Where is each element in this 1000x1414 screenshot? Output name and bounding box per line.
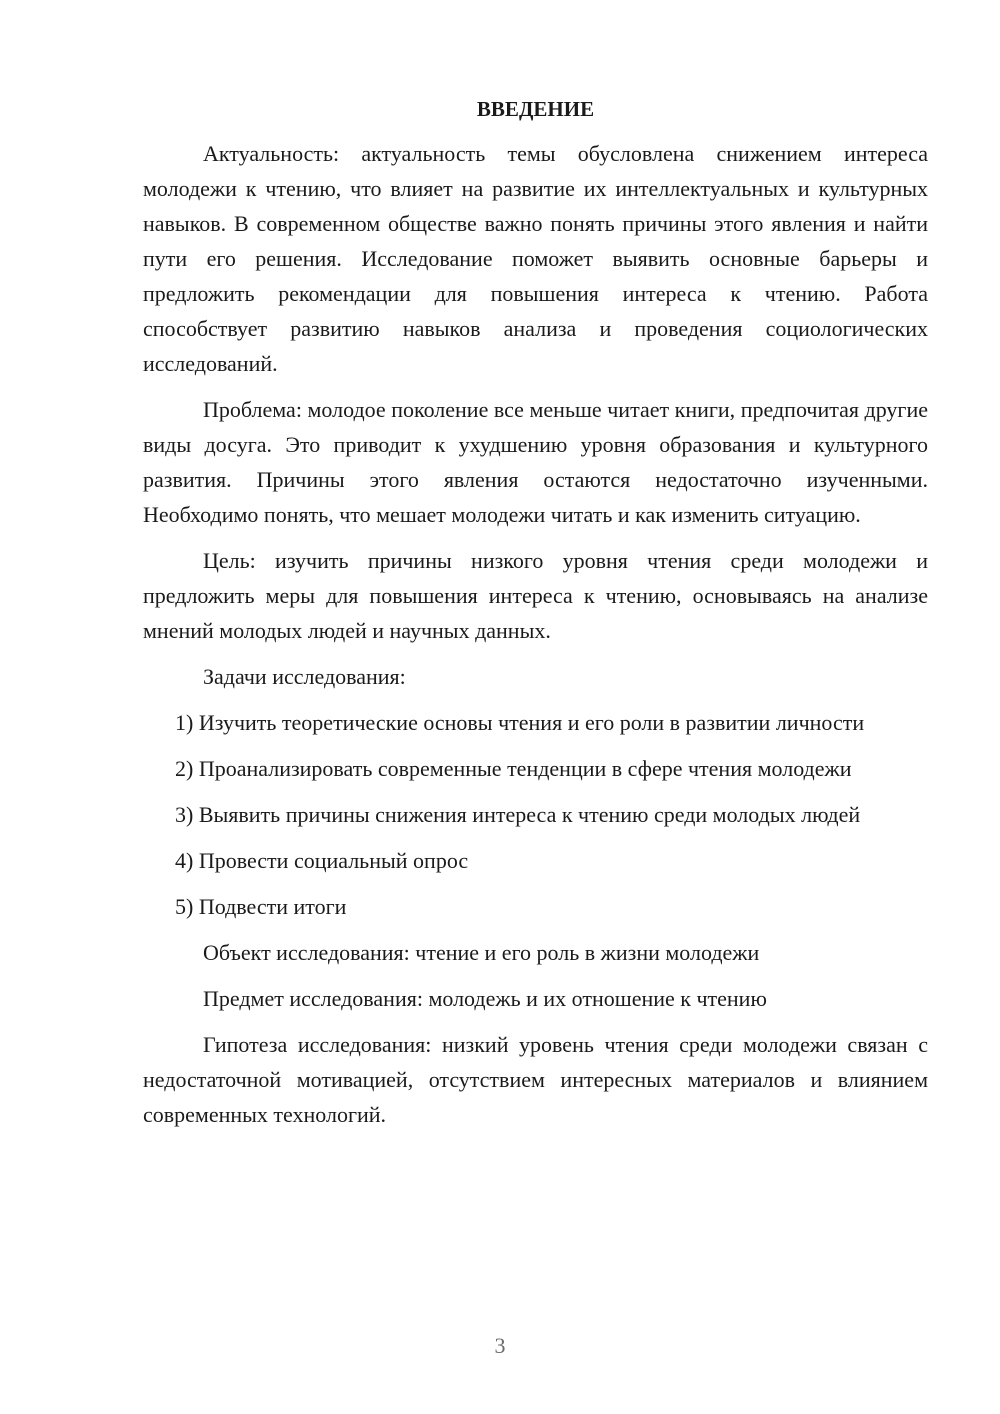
hypothesis-paragraph: Гипотеза исследования: низкий уровень чтения среди молодежи связан с недостаточной мотивацией, отсутствием интересных материалов и влиянием современных технологий. [143, 1032, 928, 1127]
problem-paragraph: Проблема: молодое поколение все меньше читает книги, предпочитая другие виды досуга. Это приводит к ухудшению уровня образования и культурного развития. Причины этого явления остаются недостаточно изученными. Необходимо понять, что мешает молодежи читать и как изменить ситуацию. [143, 397, 928, 527]
task-item: 3) Выявить причины снижения интереса к чтению среди молодых людей [175, 802, 861, 827]
tasks-heading: Задачи исследования: [203, 664, 406, 689]
task-item: 4) Провести социальный опрос [175, 848, 469, 873]
task-item: 5) Подвести итоги [175, 894, 347, 919]
tasks-list [143, 705, 928, 924]
page-number: 3 [494, 1333, 506, 1358]
task-item: 2) Проанализировать современные тенденции в сфере чтения молодежи [175, 756, 852, 781]
document-page [143, 92, 928, 1143]
subject-paragraph: Предмет исследования: молодежь и их отношение к чтению [203, 986, 767, 1011]
object-paragraph: Объект исследования: чтение и его роль в жизни молодежи [203, 940, 760, 965]
task-item: 1) Изучить теоретические основы чтения и его роли в развитии личности [175, 710, 865, 735]
section-title: ВВЕДЕНИЕ [476, 97, 595, 121]
goal-paragraph: Цель: изучить причины низкого уровня чтения среди молодежи и предложить меры для повышения интереса к чтению, основываясь на анализе мнений молодых людей и научных данных. [143, 548, 928, 643]
relevance-paragraph: Актуальность: актуальность темы обусловлена снижением интереса молодежи к чтению, что влияет на развитие их интеллектуальных и культурных навыков. В современном обществе важно понять причины этого явления и найти пути его решения. Исследование поможет выявить основные барьеры и предложить рекомендации для повышения интереса к чтению. Работа способствует развитию навыков анализа и проведения социологических исследований. [143, 141, 928, 376]
